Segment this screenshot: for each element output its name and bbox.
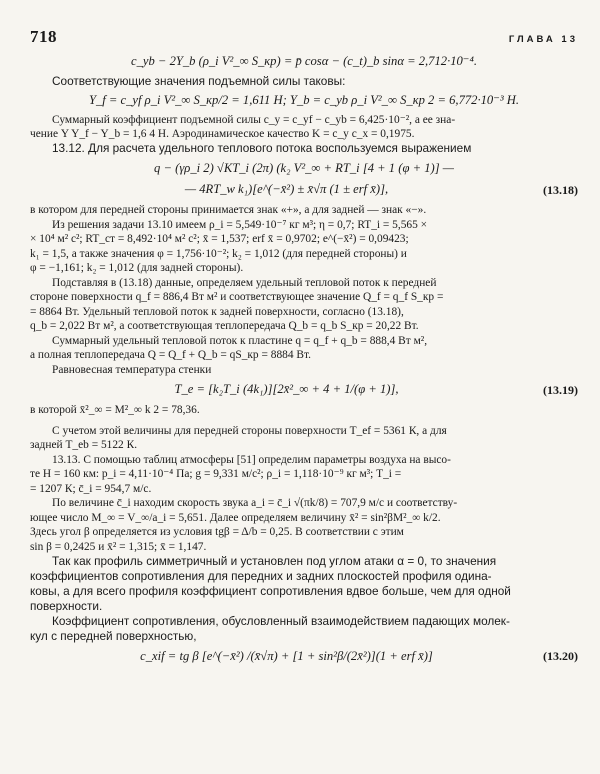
chapter-title: ГЛАВА 13 <box>508 34 578 45</box>
paragraph-symmetric-4: поверхности. <box>30 598 103 613</box>
paragraph-subst-4: q_b = 2,022 Вт м², а соответствующая теплопередача Q_b = q_b S_кр = 20,22 Вт. <box>30 320 419 333</box>
paragraph-sum-2: а полная теплопередача Q = Q_f + Q_b = qS_кр = 8884 Вт. <box>30 349 311 362</box>
equation-13-20-number: (13.20) <box>543 649 578 664</box>
paragraph-where: в которой x̄²_∞ = M²_∞ k 2 = 78,36. <box>30 404 200 417</box>
paragraph-symmetric-2: коэффициентов сопротивления для передних и задних плоскостей профиля одина- <box>30 569 492 584</box>
paragraph-drag-2: кул с передней поверхностью, <box>30 628 197 643</box>
paragraph-speed-1: По величине c̄_i находим скорость звука a_i = c̄_i √(πk/8) = 707,9 м/с и соответству- <box>52 497 458 510</box>
paragraph-speed-2: ющее число M_∞ = V_∞/a_i = 5,651. Далее определяем величину x̄² = sin²βM²_∞ k/2. <box>30 511 441 524</box>
paragraph-lift-intro: Соответствующие значения подъемной силы таковы: <box>52 73 346 88</box>
paragraph-total-1: Суммарный коэффициент подъемной силы c_y = c_yf − c_yb = 6,425·10⁻², а ее зна- <box>52 113 456 126</box>
problem-13-13-1: 13.13. С помощью таблиц атмосферы [51] определим параметры воздуха на высо- <box>52 453 451 466</box>
equation-13-18-part-a: q − (γρ_i 2) √KT_i (2π) (k₂ V²_∞ + RT_i [4 + 1 (φ + 1)] — <box>154 161 454 176</box>
problem-13-13-2: те H = 160 км: p_i = 4,11·10⁻⁴ Па; g = 9,331 м/с²; ρ_i = 1,118·10⁻⁹ кг м³; T_i = <box>30 468 402 481</box>
equation-13-19 <box>30 382 578 398</box>
page-number: 718 <box>30 27 57 46</box>
equation-13-18-part-b: — 4RT_w k₁)[e^(−x̄²) ± x̄√π (1 ± erf x̄)], <box>184 182 389 197</box>
paragraph-drag-1: Коэффициент сопротивления, обусловленный взаимодействием падающих молек- <box>52 613 510 628</box>
equation-top: c_yb − 2Y_b (ρ_i V²_∞ S_кр) = p̄ cosα − (c_t)_b sinα = 2,712·10⁻⁴. <box>131 53 477 68</box>
paragraph-speed-3: Здесь угол β определяется из условия tgβ = Δ/b = 0,25. В соответствии с этим <box>30 526 404 539</box>
paragraph-sign: в котором для передней стороны принимается знак «+», а для задней — знак «−». <box>30 204 427 217</box>
paragraph-subst-1: Подставляя в (13.18) данные, определяем удельный тепловой поток к передней <box>52 276 437 289</box>
paragraph-symmetric-3: ковы, а для всего профиля коэффициент сопротивления вдвое больше, чем для одной <box>30 584 511 598</box>
paragraph-front-1: С учетом этой величины для передней стороны поверхности T_ef = 5361 К, а для <box>52 424 447 437</box>
paragraph-symmetric-1: Так как профиль симметричный и установлен под углом атаки α = 0, то значения <box>52 554 497 569</box>
equation-13-18-line-1 <box>30 161 578 177</box>
paragraph-1310-4: φ = −1,161; k₂ = 1,012 (для задней стороны). <box>30 262 244 275</box>
problem-13-12: 13.12. Для расчета удельного теплового потока воспользуемся выражением <box>52 141 472 156</box>
paragraph-sum-1: Суммарный удельный тепловой поток к пластине q = q_f + q_b = 888,4 Вт м², <box>52 334 428 347</box>
paragraph-1310-1: Из решения задачи 13.10 имеем ρ_i = 5,549·10⁻⁷ кг м³; η = 0,7; RT_i = 5,565 × <box>52 218 428 231</box>
problem-13-13-3: = 1207 К; c̄_i = 954,7 м/с. <box>30 482 152 495</box>
equation-13-18-number: (13.18) <box>543 182 578 197</box>
paragraph-subst-3: = 8864 Вт. Удельный тепловой поток к задней поверхности, согласно (13.18), <box>30 305 404 318</box>
equation-13-18-line-2 <box>30 182 578 198</box>
paragraph-front-2: задней T_eb = 5122 К. <box>30 439 138 452</box>
paragraph-1310-2: × 10⁴ м² с²; RT_ст = 8,492·10⁴ м² с²; x̄ = 1,537; erf x̄ = 0,9702; e^(−x̄²) = 0,09423; <box>30 233 409 246</box>
paragraph-subst-2: стороне поверхности q_f = 886,4 Вт м² и соответствующее значение Q_f = q_f S_кр = <box>30 291 444 304</box>
equation-13-19-number: (13.19) <box>543 382 578 397</box>
equation-13-20 <box>30 649 578 665</box>
paragraph-equilibrium: Равновесная температура стенки <box>52 363 212 376</box>
equation-13-20-body: c_xif = tg β [e^(−x̄²) /(x̄√π) + [1 + sin²β/(2x̄²)](1 + erf x̄)] <box>140 648 433 663</box>
equation-13-19-body: T_e = [k₂T_i (4k₁)][2x̄²_∞ + 4 + 1/(φ + 1)], <box>174 382 399 397</box>
paragraph-1310-3: k₁ = 1,5, а также значения φ = 1,756·10⁻²; k₂ = 1,012 (для передней стороны) и <box>30 247 407 260</box>
equation-lift: Y_f = c_yf ρ_i V²_∞ S_кр/2 = 1,611 Н; Y_b = c_yb ρ_i V²_∞ S_кр 2 = 6,772·10⁻³ Н. <box>88 92 520 107</box>
page-header <box>30 26 578 48</box>
paragraph-speed-4: sin β = 0,2425 и x̄² = 1,315; x̄ = 1,147. <box>30 540 207 553</box>
paragraph-total-2: чение Y Y_f − Y_b = 1,6 4 Н. Аэродинамическое качество K = c_y c_x = 0,1975. <box>30 128 415 140</box>
